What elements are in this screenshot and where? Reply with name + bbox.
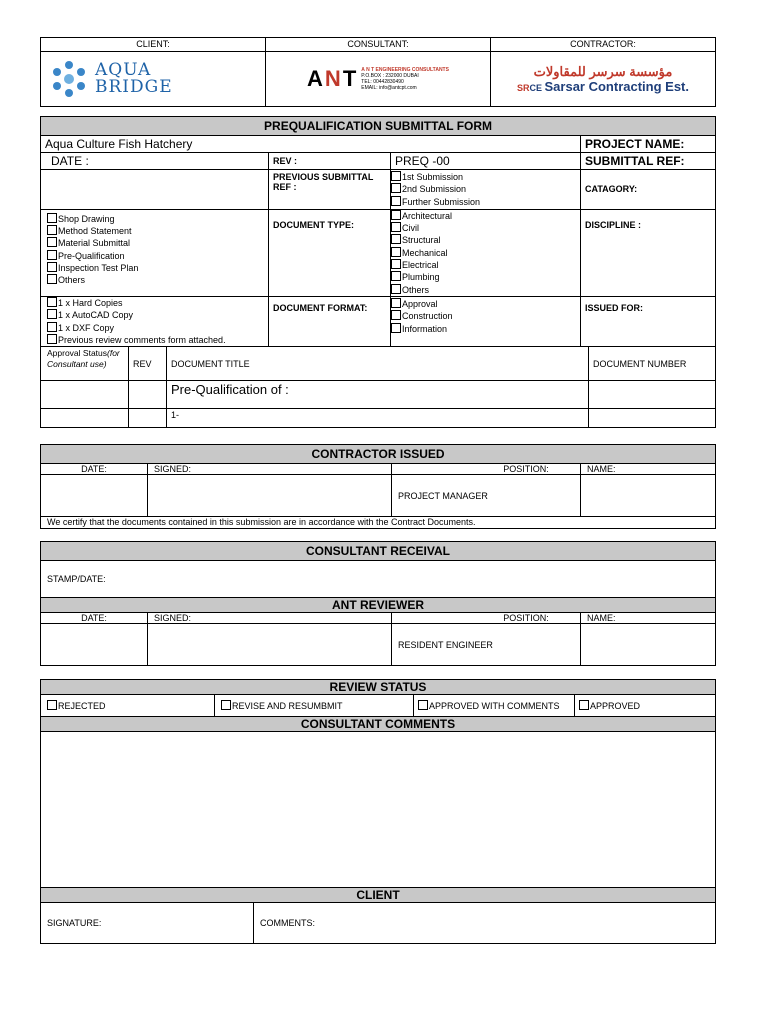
contractor-label: CONTRACTOR: [491, 38, 716, 52]
ant-logo [266, 52, 490, 106]
checkbox[interactable] [391, 310, 401, 320]
document-number-cell[interactable] [589, 381, 716, 409]
document-table [40, 346, 716, 428]
client-logo-cell [41, 52, 266, 107]
checkbox[interactable] [47, 334, 57, 344]
checkbox[interactable] [47, 309, 57, 319]
aqua-logo-line1: AQUA [95, 60, 152, 80]
document-title-header: DOCUMENT TITLE [167, 347, 589, 381]
checkbox[interactable] [47, 274, 57, 284]
type-method-statement[interactable]: Method Statement [47, 225, 262, 237]
sarsar-logo [491, 52, 715, 106]
copies-autocad[interactable]: 1 x AutoCAD Copy [47, 309, 262, 321]
consultant-comments-title: CONSULTANT COMMENTS [41, 717, 716, 732]
type-material-submittal[interactable]: Material Submittal [47, 237, 262, 249]
snowflake-icon [49, 59, 89, 99]
ant-logo-name: A N T ENGINEERING CONSULTANTS [361, 67, 449, 73]
checkbox[interactable] [47, 213, 57, 223]
project-value: Aqua Culture Fish Hatchery [41, 136, 581, 153]
checkbox[interactable] [221, 700, 231, 710]
rev-label: REV : [269, 153, 391, 170]
document-type-label: DOCUMENT TYPE: [269, 209, 391, 296]
sarsar-logo-arabic: مؤسسة سرسر للمقاولات [533, 64, 673, 79]
contractor-signed-label: SIGNED: [148, 464, 392, 475]
client-section-title: CLIENT [41, 888, 716, 903]
reviewer-name-field[interactable] [581, 624, 716, 666]
submittal-type-options [41, 209, 269, 296]
prequal-table [40, 116, 716, 347]
approval-status-note: (for Consultant use) [47, 348, 120, 369]
discipline-options [391, 209, 581, 296]
checkbox[interactable] [47, 297, 57, 307]
checkbox[interactable] [391, 271, 401, 281]
type-others[interactable]: Others [47, 274, 262, 286]
consultant-logo-cell [266, 52, 491, 107]
checkbox[interactable] [47, 322, 57, 332]
issued-approval[interactable]: Approval [391, 298, 580, 310]
ant-logo-addr2: TEL: 00442830490 [361, 79, 404, 85]
approval-status-header: Approval Status(for Consultant use) [41, 347, 129, 381]
aqua-logo-line2: BRIDGE [95, 77, 173, 97]
date-label: DATE : [41, 153, 269, 170]
ant-reviewer-title: ANT REVIEWER [41, 598, 716, 613]
contractor-logo-cell [491, 52, 716, 107]
contractor-name-label: NAME: [581, 464, 716, 475]
issued-construction[interactable]: Construction [391, 310, 580, 322]
checkbox[interactable] [391, 323, 401, 333]
submittal-ref-label: SUBMITTAL REF: [581, 153, 716, 170]
discipline-mechanical[interactable]: Mechanical [391, 247, 580, 259]
form-title: PREQUALIFICATION SUBMITTAL FORM [41, 117, 716, 136]
discipline-plumbing[interactable]: Plumbing [391, 271, 580, 283]
discipline-civil[interactable]: Civil [391, 222, 580, 234]
submission-options [391, 170, 581, 210]
ant-logo-word: ANT [307, 66, 359, 91]
checkbox[interactable] [579, 700, 589, 710]
checkbox[interactable] [391, 259, 401, 269]
type-shop-drawing[interactable]: Shop Drawing [47, 213, 262, 225]
consultant-receival-table [40, 541, 716, 666]
consultant-receival-title: CONSULTANT RECEIVAL [41, 542, 716, 561]
checkbox[interactable] [391, 171, 401, 181]
discipline-others[interactable]: Others [391, 284, 580, 296]
approval-status-cell[interactable] [41, 409, 129, 428]
client-signature-label: SIGNATURE: [41, 903, 254, 944]
reviewer-position-label: POSITION: [392, 613, 581, 624]
status-approved[interactable]: APPROVED [575, 695, 716, 717]
ant-logo-addr1: P.O.BOX : 232000 DUBAI [361, 73, 419, 79]
checkbox[interactable] [47, 225, 57, 235]
contractor-date-field[interactable] [41, 475, 148, 517]
copies-previous-comments[interactable]: Previous review comments form attached. [47, 334, 262, 346]
copies-dxf[interactable]: 1 x DXF Copy [47, 322, 262, 334]
discipline-architectural[interactable]: Architectural [391, 210, 580, 222]
discipline-label: DISCIPLINE : [581, 209, 716, 296]
reviewer-date-label: DATE: [41, 613, 148, 624]
status-rejected[interactable]: REJECTED [41, 695, 215, 717]
contractor-position-label: POSITION: [392, 464, 581, 475]
certification-text: We certify that the documents contained in this submission are in accordance with the Contract Documents. [41, 517, 716, 529]
previous-ref-label: PREVIOUS SUBMITTAL REF : [269, 170, 391, 210]
contractor-signature-field[interactable] [148, 475, 392, 517]
ant-logo-addr3: EMAIL: info@antcpt.com [361, 85, 417, 91]
document-number-cell[interactable] [589, 409, 716, 428]
document-format-label: DOCUMENT FORMAT: [269, 296, 391, 346]
project-name-label: PROJECT NAME: [581, 136, 716, 153]
category-label: CATAGORY: [581, 170, 716, 210]
consultant-comments-area[interactable] [41, 732, 716, 888]
rev-header: REV [129, 347, 167, 381]
issue-purpose-options [391, 296, 581, 346]
issued-for-label: ISSUED FOR: [581, 296, 716, 346]
srce-mark: SRCE [516, 83, 542, 93]
checkbox[interactable] [391, 247, 401, 257]
client-comments-label: COMMENTS: [254, 903, 716, 944]
checkbox[interactable] [47, 700, 57, 710]
copies-options [41, 296, 269, 346]
checkbox[interactable] [391, 183, 401, 193]
checkbox[interactable] [47, 250, 57, 260]
discipline-electrical[interactable]: Electrical [391, 259, 580, 271]
aqua-bridge-logo [41, 52, 265, 106]
checkbox[interactable] [47, 237, 57, 247]
consultant-label: CONSULTANT: [266, 38, 491, 52]
document-number-header: DOCUMENT NUMBER [589, 347, 716, 381]
header-table [40, 37, 716, 107]
review-status-table [40, 679, 716, 944]
copies-hard[interactable]: 1 x Hard Copies [47, 297, 262, 309]
reviewer-signature-field[interactable] [148, 624, 392, 666]
document-title-row1: Pre-Qualification of : [167, 381, 589, 409]
checkbox[interactable] [418, 700, 428, 710]
type-inspection-test-plan[interactable]: Inspection Test Plan [47, 262, 262, 274]
previous-ref-value[interactable] [41, 170, 269, 210]
submission-2nd[interactable]: 2nd Submission [391, 183, 580, 195]
stamp-date-label: STAMP/DATE: [41, 561, 716, 598]
reviewer-signed-label: SIGNED: [148, 613, 392, 624]
reviewer-name-label: NAME: [581, 613, 716, 624]
sarsar-logo-name: Sarsar Contracting Est. [544, 79, 690, 94]
contractor-issued-table [40, 444, 716, 529]
contractor-date-label: DATE: [41, 464, 148, 475]
contractor-issued-title: CONTRACTOR ISSUED [41, 445, 716, 464]
checkbox[interactable] [391, 222, 401, 232]
approval-status-cell[interactable] [41, 381, 129, 409]
checkbox[interactable] [391, 284, 401, 294]
type-pre-qualification[interactable]: Pre-Qualification [47, 250, 262, 262]
discipline-structural[interactable]: Structural [391, 234, 580, 246]
submission-1st[interactable]: 1st Submission [391, 171, 580, 183]
checkbox[interactable] [391, 298, 401, 308]
status-approved-with-comments[interactable]: APPROVED WITH COMMENTS [414, 695, 575, 717]
issued-information[interactable]: Information [391, 323, 580, 335]
document-title-row2: 1- [167, 409, 589, 428]
client-label: CLIENT: [41, 38, 266, 52]
checkbox[interactable] [391, 210, 401, 220]
checkbox[interactable] [391, 234, 401, 244]
submission-further[interactable]: Further Submission [391, 196, 580, 208]
review-status-title: REVIEW STATUS [41, 680, 716, 695]
checkbox[interactable] [391, 196, 401, 206]
reviewer-date-field[interactable] [41, 624, 148, 666]
checkbox[interactable] [47, 262, 57, 272]
rev-cell[interactable] [129, 409, 167, 428]
rev-value: PREQ -00 [391, 153, 581, 170]
contractor-name-field[interactable] [581, 475, 716, 517]
contractor-position-value: PROJECT MANAGER [392, 475, 581, 517]
rev-cell[interactable] [129, 381, 167, 409]
status-revise-resubmit[interactable]: REVISE AND RESUMBMIT [215, 695, 414, 717]
reviewer-position-value: RESIDENT ENGINEER [392, 624, 581, 666]
